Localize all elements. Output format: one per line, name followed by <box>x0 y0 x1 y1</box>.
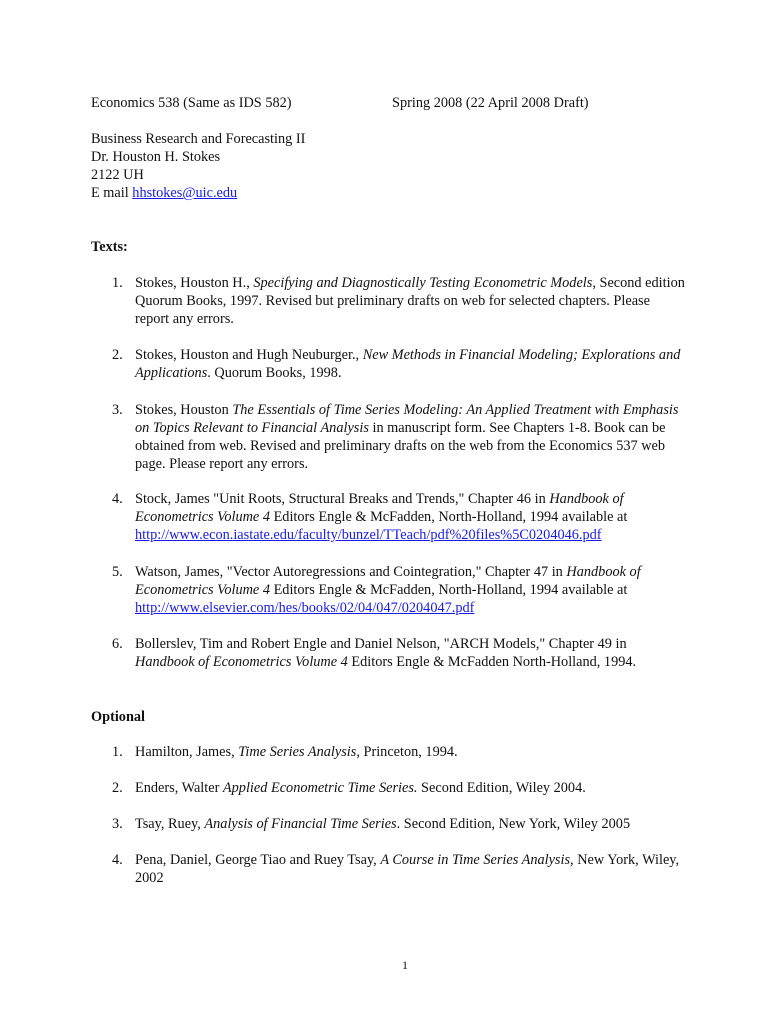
list-item: Watson, James, "Vector Autoregressions and Cointegration," Chapter 47 in Handbook of Econometrics Volume 4 Editors Engle & McFadden, North-Holland, 1994 available at http://www.elsevier.com/hes/books/02/04/047/0204047.pdf <box>135 564 641 616</box>
list-item: Pena, Daniel, George Tiao and Ruey Tsay, A Course in Time Series Analysis, New York, Wiley, 2002 <box>135 852 680 886</box>
list-item: Bollerslev, Tim and Robert Engle and Daniel Nelson, "ARCH Models," Chapter 49 in Handbook of Econometrics Volume 4 Editors Engle & McFadden North-Holland, 1994. <box>135 636 637 670</box>
email-label: E mail <box>91 185 133 201</box>
reference-link[interactable]: http://www.elsevier.com/hes/books/02/04/047/0204047.pdf <box>135 600 475 616</box>
page-number: 1 <box>402 958 408 972</box>
list-number: 2. <box>112 780 123 796</box>
email-link[interactable]: hhstokes@uic.edu <box>132 185 238 201</box>
office: 2122 UH <box>91 167 144 183</box>
list-item: Stokes, Houston and Hugh Neuburger., New Methods in Financial Modeling; Explorations and Applications. Quorum Books, 1998. <box>135 347 681 381</box>
optional-heading: Optional <box>91 709 146 725</box>
list-number: 1. <box>112 275 123 291</box>
list-item: Stokes, Houston H., Specifying and Diagnostically Testing Econometric Models, Second edition Quorum Books, 1997. Revised but preliminary drafts on web for selected chapters. Please report any errors. <box>135 275 685 327</box>
list-number: 3. <box>112 402 123 418</box>
course-title: Business Research and Forecasting II <box>91 131 306 147</box>
list-number: 6. <box>112 636 123 652</box>
course-code: Economics 538 (Same as IDS 582) <box>91 95 292 111</box>
list-number: 5. <box>112 564 123 580</box>
email-line <box>91 184 237 202</box>
instructor: Dr. Houston H. Stokes <box>91 149 221 165</box>
list-item: Hamilton, James, Time Series Analysis, Princeton, 1994. <box>135 744 458 760</box>
list-item: Enders, Walter Applied Econometric Time Series. Second Edition, Wiley 2004. <box>135 780 586 796</box>
list-number: 1. <box>112 744 123 760</box>
list-number: 4. <box>112 491 123 507</box>
list-item: Stock, James "Unit Roots, Structural Breaks and Trends," Chapter 46 in Handbook of Econometrics Volume 4 Editors Engle & McFadden, North-Holland, 1994 available at http://www.econ.iastate.edu/faculty/bunzel/TTeach/pdf%20files%5C0204046.pdf <box>135 491 628 543</box>
list-number: 2. <box>112 347 123 363</box>
texts-heading: Texts: <box>91 239 128 255</box>
list-number: 4. <box>112 852 123 868</box>
list-item: Stokes, Houston The Essentials of Time Series Modeling: An Applied Treatment with Emphasis on Topics Relevant to Financial Analysis in manuscript form. See Chapters 1-8. Book can be obtained from web. Revised and preliminary drafts on the web from the Economics 537 web page. Please report any errors. <box>135 402 679 472</box>
term: Spring 2008 (22 April 2008 Draft) <box>392 95 589 111</box>
list-number: 3. <box>112 816 123 832</box>
list-item: Tsay, Ruey, Analysis of Financial Time Series. Second Edition, New York, Wiley 2005 <box>135 816 631 832</box>
reference-link[interactable]: http://www.econ.iastate.edu/faculty/bunzel/TTeach/pdf%20files%5C0204046.pdf <box>135 527 602 543</box>
